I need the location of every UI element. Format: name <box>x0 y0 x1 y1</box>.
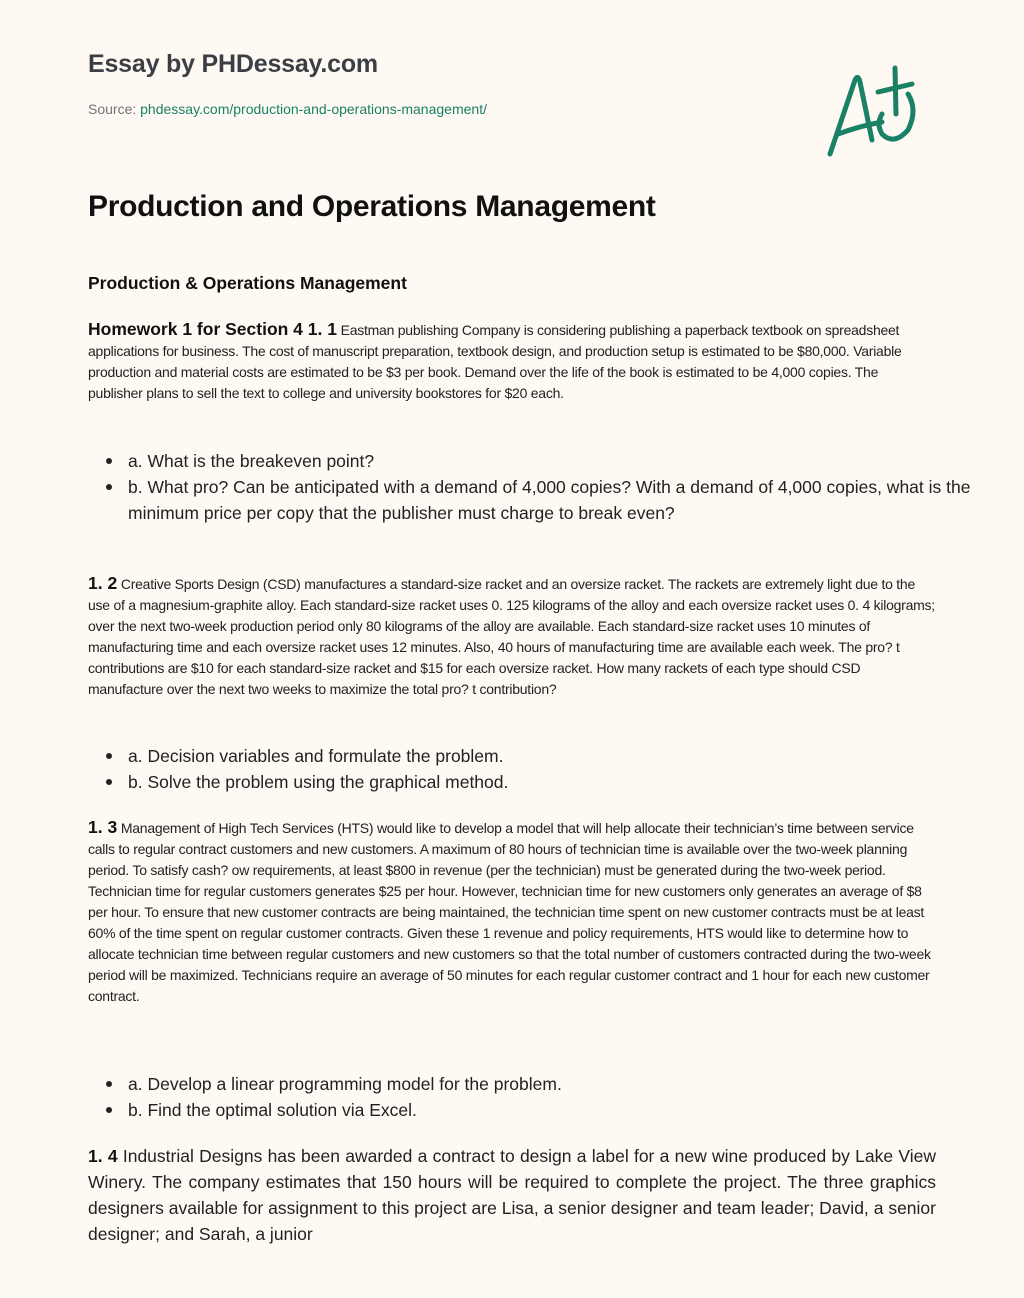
list-item: a. Develop a linear programming model for the problem. <box>128 1071 976 1097</box>
section-1-4-text: Industrial Designs has been awarded a contract to design a label for a new wine produced by Lake View Winery. The company estimates that 150 hours will be required to complete the project. The three graphics designers available for assignment to this project are Lisa, a senior designer and team leader; David, a senior designer; and Sarah, a junior <box>88 1146 936 1244</box>
list-item: b. Solve the problem using the graphical method. <box>128 769 976 795</box>
a-plus-grade-icon <box>820 62 930 162</box>
section-1-4-paragraph <box>88 1143 936 1247</box>
section-1-1-text: Eastman publishing Company is considering publishing a paperback textbook on spreadsheet applications for business. The cost of manuscript preparation, textbook design, and production setup is estimated to be $80,000. Variable production and material costs are estimated to be $3 per book. Demand over the life of the book is estimated to be 4,000 copies. The publisher plans to sell the text to college and university bookstores for $20 each. <box>88 322 902 401</box>
section-1-3-questions <box>88 1071 976 1123</box>
section-1-3-paragraph <box>88 817 936 1007</box>
section-1-2-text: Creative Sports Design (CSD) manufactures a standard-size racket and an oversize racket. The rackets are extremely light due to the use of a magnesium-graphite alloy. Each standard-size racket uses 0. 125 kilograms of the alloy and each oversize racket uses 0. 4 kilograms; over the next two-week production period only 80 kilograms of the alloy are available. Each standard-size racket uses 10 minutes of manufacturing time and each oversize racket uses 12 minutes. Also, 40 hours of manufacturing time are available each week. The pro? t contributions are $10 for each standard-size racket and $15 for each oversize racket. How many rackets of each type should CSD manufacture over the next two weeks to maximize the total pro? t contribution? <box>88 576 935 697</box>
section-1-1-questions <box>88 448 976 526</box>
source-link[interactable]: phdessay.com/production-and-operations-management/ <box>140 101 487 117</box>
list-item: b. Find the optimal solution via Excel. <box>128 1097 976 1123</box>
list-item: a. What is the breakeven point? <box>128 448 976 474</box>
source-label: Source: <box>88 101 137 117</box>
section-1-3-text: Management of High Tech Services (HTS) would like to develop a model that will help allocate their technician’s time between service calls to regular contract customers and new customers. A maximum of 80 hours of technician time is available over the two-week planning period. To satisfy cash? ow requirements, at least $800 in revenue (per the technician) must be generated during the two-week period. Technician time for regular customers generates $25 per hour. However, technician time for new customers only generates an average of $8 per hour. To ensure that new customer contracts are being maintained, the technician time spent on new customer contracts must be at least 60% of the time spent on regular customer contracts. Given these 1 revenue and policy requirements, HTS would like to determine how to allocate technician time between regular customers and new customers so that the total number of customers contracted during the two-week period will be maximized. Technicians require an average of 50 minutes for each regular customer contract and 1 hour for each new customer contract. <box>88 820 931 1004</box>
list-item: b. What pro? Can be anticipated with a demand of 4,000 copies? With a demand of 4,000 copies, what is the minimum price per copy that the publisher must charge to break even? <box>128 474 976 526</box>
source-line <box>88 101 487 117</box>
section-1-1-paragraph <box>88 319 936 404</box>
section-1-3-heading: 1. 3 <box>88 817 118 837</box>
section-1-4-heading: 1. 4 <box>88 1146 118 1166</box>
page-title: Production and Operations Management <box>88 190 656 223</box>
section-1-2-questions <box>88 743 976 795</box>
section-1-2-paragraph <box>88 573 936 700</box>
list-item: a. Decision variables and formulate the problem. <box>128 743 976 769</box>
site-title: Essay by PHDessay.com <box>88 50 378 78</box>
section-1-1-heading: Homework 1 for Section 4 1. 1 <box>88 319 337 339</box>
document-subtitle: Production & Operations Management <box>88 273 407 293</box>
section-1-2-heading: 1. 2 <box>88 573 118 593</box>
